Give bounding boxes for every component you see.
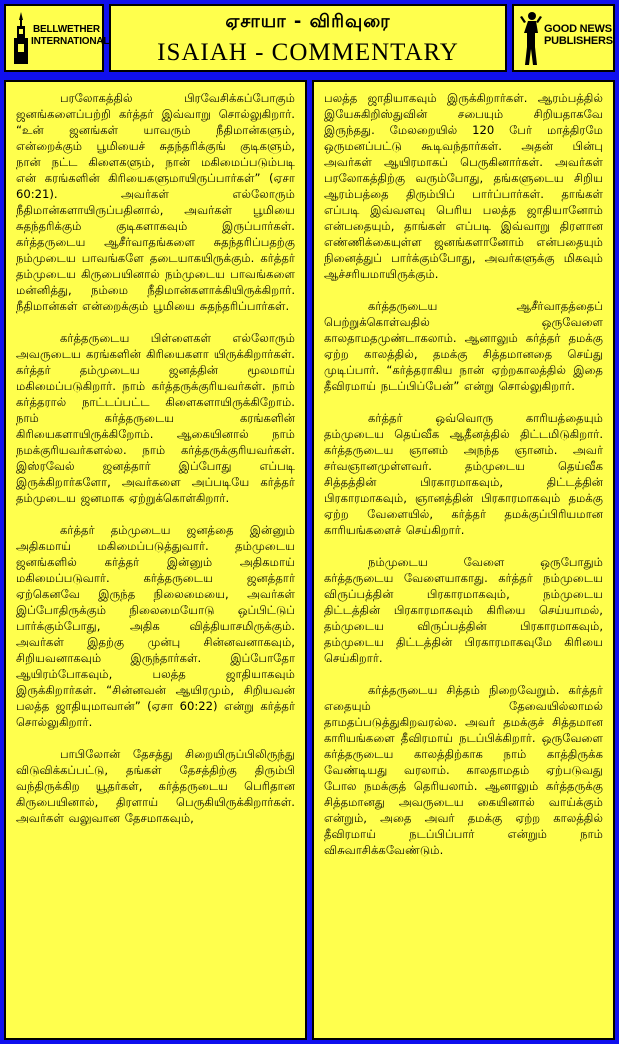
bellwether-logo [4,4,110,72]
logo-right-line1: GOOD NEWS [544,23,612,35]
paragraph: கர்த்தர் ஒவ்வொரு காரியத்தையும் தம்முடைய தெய்வீக ஆதீனத்தில் திட்டமிடுகிறார். கர்த்தருடைய ஞானம் அநந்த ஞானம். அவர் சர்வஞானமுள்ளவர். தம்முடைய தெய்வீக சித்தத்தின் பிரகாரமாகவும், திட்டத்தின் பிரகாரமாகவும், ஞானத்தின் பிரகாரமாகவும் தமக்கு ஏற்ற வேளையில், கர்த்தர் தமக்குப்பிரியமான காரியங்களைச் செய்கிறார். [324,411,603,537]
logo-left-line2: INTERNATIONAL [31,36,110,47]
paragraph: நம்முடைய வேளை ஒருபோதும் கர்த்தருடைய வேளையாகாது. கர்த்தர் நம்முடைய விருப்பத்தின் பிரகாரமாகவும், நம்முடைய திட்டத்தின் பிரகாரமாகவும் கிரியை செய்யாமல், தம்முடைய விருப்பத்தின் பிரகாரமாகவும், தம்முடைய திட்டத்தின் பிரகாரமாகவுமே கிரியை செய்கிறார். [324,555,603,665]
logo-right-line2: PUBLISHERS [544,35,613,47]
paragraph: பாபிலோன் தேசத்து சிறையிருப்பிலிருந்து விடுவிக்கப்பட்டு, தங்கள் தேசத்திற்கு திரும்பி வந்திருக்கிற யூதர்கள், கர்த்தருடைய பெரிதான கிருபையினால், திரளாய் பெருகியிருக்கிறார்கள். அவர்கள் வலுவான தேசமாகவும், [16,747,295,825]
title-tamil: ஏசாயா - விரிவுரை [225,11,391,32]
left-column [4,80,307,1040]
bell-tower-icon [10,12,32,64]
title-english: ISAIAH - COMMENTARY [157,39,459,66]
paragraph: பரலோகத்தில் பிரவேசிக்கப்போகும் ஜனங்களைப்பற்றி கர்த்தர் இவ்வாறு சொல்லுகிறார். “உன் ஜனங்கள் யாவரும் நீதிமான்களும், என்றைக்கும் பூமியைச் சுதந்தரிக்குங் குடிகளும், நான் நட்ட கிளைகளும், நான் மகிமைப்படும்படி என் கரங்களின் கிரியைகளுமாயிருப்பார்கள்” (ஏசா 60:21). அவர்கள் எல்லோரும் நீதிமான்களாயிருப்பதினால், அவர்கள் பூமியை சுதந்தரிக்கும் குடிகளாகவும் இருப்பார்கள். கர்த்தருடைய ஆசீர்வாதங்களை சுதந்தரிப்பதற்கு நம்முடைய பாவங்களே தடையாகயிருக்கும். கர்த்தர் தம்முடைய கிருபையினால் நம்முடைய பாவங்களை மன்னித்து, நம்மை நீதிமான்களாக்கியிருக்கிறார். நீதிமான்கள் என்றைக்கும் பூமியை சுதந்தரிப்பார்கள். [16,91,295,313]
paragraph: கர்த்தர் தம்முடைய ஜனத்தை இன்னும் அதிகமாய் மகிமைப்படுத்துவார். தம்முடைய ஜனங்களில் கர்த்தர் இன்னும் அதிகமாய் மகிமைப்படுவார். கர்த்தருடைய ஜனத்தார் ஏற்கெனவே இருந்த நிலைமையை, அவர்கள் இப்போதிருக்கும் நிலைமையோடு ஒப்பிட்டுப் பார்க்கும்போது, அதிக வித்தியாசமிருக்கும். அவர்கள் இதற்கு முன்பு சின்னவனாகவும், சிறியவனாகவும் இருந்தார்கள். இப்போதோ ஆயிரம்போகவும், பலத்த ஜாதியாகவும் இருக்கிறார்கள். “சின்னவன் ஆயிரமும், சிறியவன் பலத்த ஜாதியுமாவான்” (ஏசா 60:22) என்று கர்த்தர் சொல்லுகிறார். [16,523,295,729]
paragraph: கர்த்தருடைய ஆசீர்வாதத்தைப் பெற்றுக்கொள்வதில் ஒருவேளை காலதாமதமுண்டாகலாம். ஆனாலும் கர்த்தர் தமக்கு ஏற்ற காலத்தில், தமக்கு சித்தமானதை செய்து முடிப்பார். “கர்த்தராகிய நான் ஏற்றகாலத்தில் இதை தீவிரமாய் நடப்பிப்பேன்” என்று சொல்லுகிறார். [324,299,603,393]
good-news-logo [512,4,615,72]
paragraph: பலத்த ஜாதியாகவும் இருக்கிறார்கள். ஆரம்பத்தில் இயேசுகிறிஸ்துவின் சபையும் சிறியதாகவே இருந்தது. மேலறையில் 120 பேர் மாத்திரமே ஒருமனப்பட்டு கூடிவந்தார்கள். அதன் பின்பு அவர்கள் ஆயிரமாகப் பெருகினார்கள். அவர்கள் பரலோகத்திற்கு வரும்போது, தங்களுடைய சிறிய ஆரம்பத்தை திரும்பிப் பார்ப்பார்கள். தாங்கள் எப்படி இவ்வளவு பெரிய பலத்த ஜாதியானோம் என்பதையும், தாங்கள் எப்படி இவ்வாறு திரளான எண்ணிக்கையுள்ள ஜனங்களானோம் என்பதையும் நினைத்துப் பார்க்கும்போது, அவர்களுக்கு மிகவும் ஆச்சரியமாயிருக்கும். [324,91,603,281]
paragraph: கர்த்தருடைய பிள்ளைகள் எல்லோரும் அவருடைய கரங்களின் கிரியைகளா யிருக்கிறார்கள். கர்த்தர் தம்முடைய ஜனத்தின் மூலமாய் மகிமைப்படுகிறார். நாம் கர்த்தருக்குரியவர்கள். நாம் கர்த்தரால் நாட்டப்பட்ட கிளைகளாயிருக்கிறோம். நாம் கர்த்தருடைய கரங்களின் கிரியைகளாயிருக்கிறோம். ஆகையினால் நாம் நமக்குரியவர்களல்ல. நாம் கர்த்தருக்குரியவர்கள். இஸ்ரவேல் ஜனத்தார் இப்போது எப்படி இருக்கிறார்களோ, அவர்களை அப்படியே கர்த்தர் தம்முடைய ஜனமாக ஏற்றுக்கொள்கிறார். [16,331,295,505]
person-icon [520,11,542,65]
page-header [109,4,507,72]
paragraph: கர்த்தருடைய சித்தம் நிறைவேறும். கர்த்தர் எதையும் தேவையில்லாமல் தாமதப்படுத்துகிறவரல்ல. அவர் தமக்குச் சித்தமான காரியங்களை தீவிரமாய் நடப்பிக்கிறார். ஒருவேளை கர்த்தருடைய காலத்திற்காக நாம் காத்திருக்க வேண்டியது வரலாம். காலதாமதம் ஏற்படுவது போல நமக்குத் தெரியலாம். ஆனாலும் கர்த்தருக்கு சித்தமானது அவருடைய கையினால் வாய்க்கும் என்றும், அதை அவர் தமக்கு ஏற்ற காலத்தில் தீவிரமாய் நடப்பிப்பார் என்றும் நாம் விசுவாசிக்கவேண்டும். [324,683,603,857]
logo-left-line1: BELLWETHER [33,24,100,35]
right-column [312,80,615,1040]
